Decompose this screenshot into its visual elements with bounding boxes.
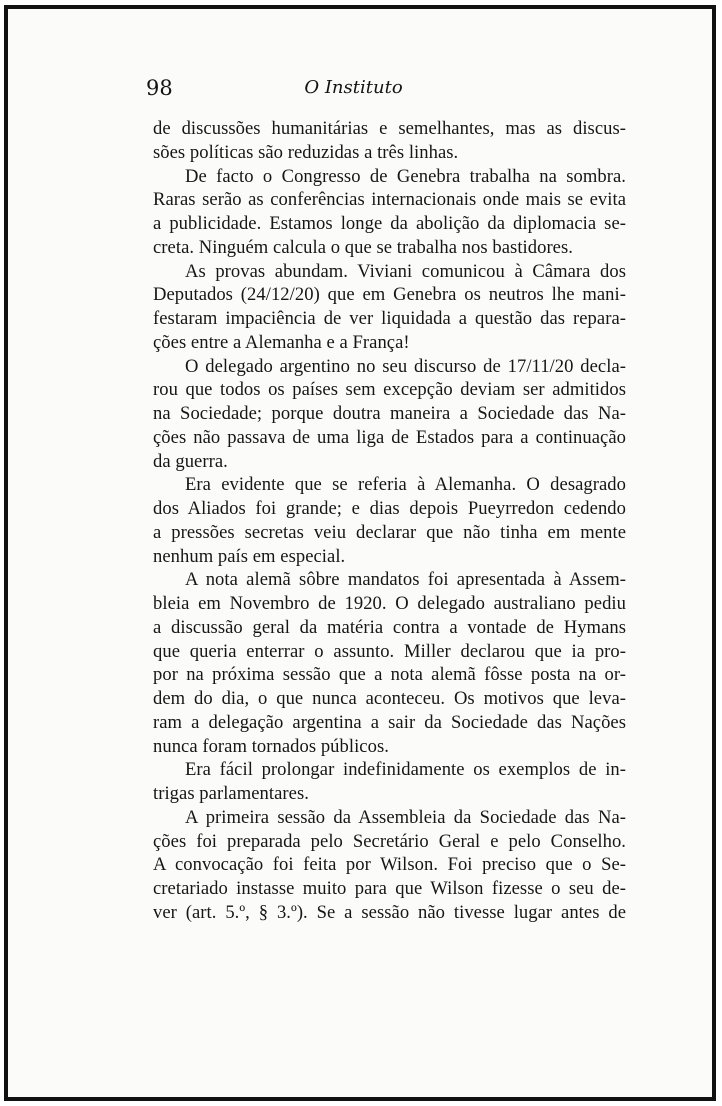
text-line: creta. Ninguém calcula o que se trabalha nos bastidores. [153, 236, 573, 258]
text-line: A convocação foi feita por Wilson. Foi preciso que o Se- [153, 854, 626, 876]
text-line: cretariado instasse muito para que Wilson fizesse o seu de- [153, 878, 626, 899]
text-line: por na próxima sessão que a nota alemã fôsse posta na or- [153, 664, 626, 686]
running-title: O Instituto [304, 77, 403, 98]
text-line: O delegado argentino no seu discurso de 17/11/20 decla- [185, 355, 626, 377]
text-line: a pressões secretas veiu declarar que não tinha em mente [153, 521, 626, 543]
text-line: sões políticas são reduzidas a três linhas. [153, 141, 459, 163]
text-line: Deputados (24/12/20) que em Genebra os neutros lhe mani- [153, 284, 626, 306]
paragraph [153, 165, 626, 260]
page-number: 98 [146, 76, 173, 100]
text-line: ções não passava de uma liga de Estados para a continuação [153, 426, 626, 448]
paragraph [153, 355, 626, 474]
text-line: ções foi preparada pelo Secretário Geral e pelo Conselho. [153, 830, 626, 852]
paragraph [153, 117, 626, 165]
text-line: a publicidade. Estamos longe da abolição da diplomacia se- [153, 213, 626, 234]
text-line: Era fácil prolongar indefinidamente os exemplos de in- [185, 759, 626, 781]
text-line: nunca foram tornados públicos. [153, 735, 389, 757]
text-line: de discussões humanitárias e semelhantes, mas as discus- [153, 118, 626, 139]
text-line: Raras serão as conferências internacionais onde mais se evita [153, 189, 626, 211]
paragraph [153, 568, 626, 758]
text-line: As provas abundam. Viviani comunicou à Câmara dos [185, 260, 626, 282]
text-line: ver (art. 5.º, § 3.º). Se a sessão não tivesse lugar antes de [153, 901, 626, 923]
body-text [153, 117, 626, 925]
text-line: dem do dia, o que nunca aconteceu. Os motivos que leva- [153, 688, 626, 709]
text-line: ções entre a Alemanha e a França! [153, 331, 410, 353]
text-line: festaram impaciência de ver liquidada a questão das repara- [153, 308, 626, 329]
text-line: bleia em Novembro de 1920. O delegado australiano pediu [153, 593, 626, 614]
text-line: dos Aliados foi grande; e dias depois Pueyrredon cedendo [153, 498, 626, 519]
text-line: da guerra. [153, 450, 228, 472]
text-line: que queria enterrar o assunto. Miller declarou que ia pro- [153, 640, 626, 662]
paragraph [153, 260, 626, 355]
text-line: rou que todos os países sem excepção deviam ser admitidos [153, 379, 626, 401]
paragraph [153, 758, 626, 806]
text-line: Era evidente que se referia à Alemanha. O desagrado [185, 474, 626, 496]
text-line: De facto o Congresso de Genebra trabalha na sombra. [185, 165, 626, 187]
text-line: a discussão geral da matéria contra a vontade de Hymans [153, 616, 626, 638]
page-header [146, 76, 626, 104]
paragraph [153, 806, 626, 925]
text-line: A primeira sessão da Assembleia da Sociedade das Na- [185, 806, 626, 828]
text-line: na Sociedade; porque doutra maneira a Sociedade das Na- [153, 403, 626, 424]
text-line: nenhum país em especial. [153, 545, 346, 567]
paragraph [153, 473, 626, 568]
text-line: A nota alemã sôbre mandatos foi apresentada à Assem- [185, 569, 626, 591]
text-line: ram a delegação argentina a sair da Sociedade das Nações [153, 711, 626, 733]
text-line: trigas parlamentares. [153, 783, 309, 804]
